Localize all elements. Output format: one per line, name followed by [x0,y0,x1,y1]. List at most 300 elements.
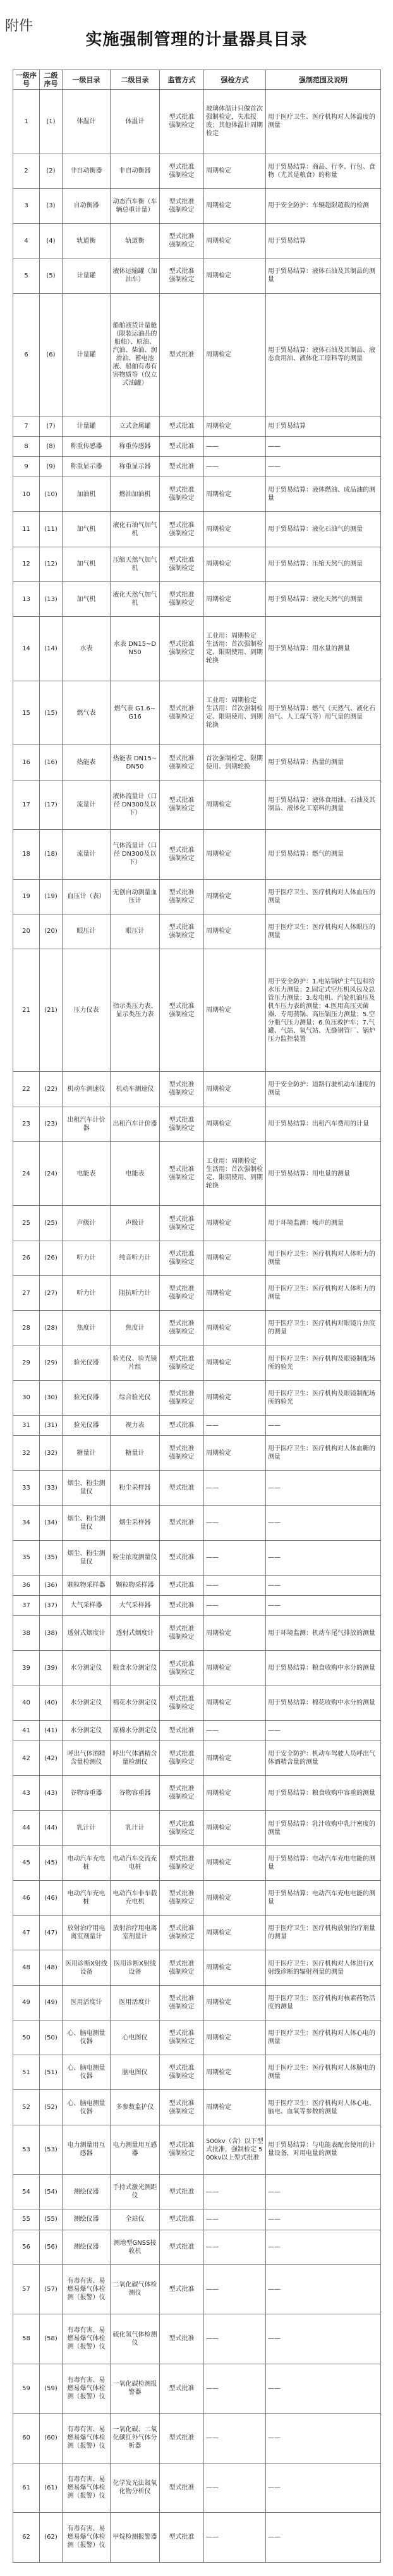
cell-verification: 周期检定 [204,1845,266,1880]
cell-level2-catalog: 烟尘采样器 [111,1505,160,1540]
cell-verification: 周期检定 [204,224,266,258]
cell-level1-catalog: 计量罐 [63,416,111,436]
cell-level2-catalog: 原棉水分测定仪 [111,1720,160,1741]
cell-supervision: 型式批准 强制检定 [160,617,204,681]
cell-level2-catalog: 甲烷检测报警器 [111,2512,160,2562]
cell-level2-catalog: 颗粒物采样器 [111,1576,160,1596]
cell-verification: —— [204,1576,266,1596]
cell-scope: 用于安全防护：1.电站锅炉主气包和给水压力测量；2.固定式空压机风包及总管压力测量；3.发电机、汽轮机油压及机车压力表的测量；4.医用高压灭菌器、专用蒸锅、高压锅压力测量；5.空分瓶气压力测量；6.负压救护车；7.气罐、气站、氧气站、无缝钢管厂、锅炉压力监控装置 [266,949,381,1072]
cell-level2-no: (31) [40,1415,63,1435]
cell-level1-no: 17 [13,780,40,829]
cell-level2-catalog: 验光仪、验光镜片组 [111,1346,160,1380]
cell-scope: 用于环境监测：机动车尾气排放的测量 [266,1616,381,1651]
cell-level2-no: (39) [40,1651,63,1686]
cell-level1-no: 26 [13,1241,40,1275]
cell-verification: 周期检定 [204,949,266,1072]
cell-level1-catalog: 测绘仪器 [63,2175,111,2209]
header-verification: 强检方式 [204,70,266,90]
cell-level2-no: (21) [40,949,63,1072]
cell-scope: 用于医疗卫生、医疗机构对人体血压的测量 [266,879,381,914]
cell-verification: —— [204,1720,266,1741]
cell-verification: —— [204,2463,266,2512]
header-supervision: 监管方式 [160,70,204,90]
table-row [13,1107,381,1141]
table-row [13,1540,381,1575]
cell-supervision: 型式批准 强制检定 [160,512,204,547]
cell-level1-no: 7 [13,416,40,436]
cell-level1-catalog: 流量计 [63,830,111,879]
cell-scope: —— [266,1596,381,1616]
cell-scope: 用于医疗卫生：医疗机构对核素药物活度的测量 [266,1985,381,2020]
cell-supervision: 型式批准 强制检定 [160,2090,204,2125]
cell-verification: —— [204,457,266,477]
cell-supervision: 型式批准 强制检定 [160,1651,204,1686]
cell-level1-no: 40 [13,1686,40,1720]
cell-scope: 用于贸易结算：液化天然气的测量 [266,581,381,616]
cell-level1-catalog: 水分测定仪 [63,1720,111,1741]
cell-level2-no: (55) [40,2209,63,2230]
table-row [13,2055,381,2090]
cell-scope: 用于贸易结算：粮食收购中容重的测量 [266,1776,381,1811]
cell-level1-catalog: 验光仪器 [63,1380,111,1415]
cell-scope: 用于安全防护：车辆超限超载的检测 [266,188,381,223]
cell-level2-catalog: 热能表 DN15~DN50 [111,745,160,780]
cell-verification: 周期检定 [204,1380,266,1415]
cell-level2-no: (26) [40,1241,63,1275]
cell-level2-catalog: 一氧化碳检测报警器 [111,2364,160,2413]
cell-verification: 周期检定 [204,879,266,914]
cell-verification: 周期检定 [204,512,266,547]
cell-level1-no: 22 [13,1072,40,1107]
cell-level1-no: 38 [13,1616,40,1651]
cell-level2-catalog: 棉花水分测定仪 [111,1686,160,1720]
header-scope: 强制范围及说明 [266,70,381,90]
cell-scope: 用于贸易结算：燃气（天然气、液化石油气、人工煤气等）用气量的测量 [266,681,381,745]
cell-level1-no: 24 [13,1141,40,1206]
cell-supervision: 型式批准 强制检定 [160,477,204,512]
cell-verification: 周期检定 [204,914,266,949]
cell-supervision: 型式批准 [160,1540,204,1575]
cell-level1-no: 41 [13,1720,40,1741]
cell-level2-no: (49) [40,1985,63,2020]
table-row [13,2209,381,2230]
table-row [13,581,381,616]
cell-level1-no: 27 [13,1275,40,1310]
table-row [13,2175,381,2209]
cell-level2-catalog: 呼出气体酒精含量检测仪 [111,1741,160,1775]
cell-level1-no: 35 [13,1540,40,1575]
cell-scope: 用于医疗卫生：医疗机构对人体心电的测量 [266,2020,381,2055]
cell-scope: 用于医疗卫生：医疗机构对人体血糖的测量 [266,1436,381,1471]
cell-level2-no: (50) [40,2020,63,2055]
table-row [13,512,381,547]
cell-scope: 用于贸易结算：电动汽车充电电能的测量 [266,1845,381,1880]
cell-scope: —— [266,457,381,477]
cell-supervision: 型式批准 [160,1471,204,1505]
cell-scope: 用于贸易结算：乳汁收购中乳汁密度的测量 [266,1811,381,1845]
cell-level2-no: (15) [40,681,63,745]
cell-level2-catalog: 电动汽车交流充电桩 [111,1845,160,1880]
cell-level1-catalog: 压力仪表 [63,949,111,1072]
cell-level2-catalog: 手持式激光测距仪 [111,2175,160,2209]
cell-supervision: 型式批准 强制检定 [160,1141,204,1206]
table-row [13,154,381,188]
table-row [13,1880,381,1915]
cell-verification: 工业用：周期检定 生活用：首次强制检定、限期使用、到期轮换 [204,681,266,745]
table-row [13,1811,381,1845]
cell-supervision: 型式批准 强制检定 [160,1845,204,1880]
page-title: 实施强制管理的计量器具目录 [85,30,308,49]
cell-scope: 用于贸易结算：液体石油及其制品的测量 [266,258,381,293]
table-row [13,914,381,949]
cell-supervision: 型式批准 [160,2264,204,2314]
cell-supervision: 型式批准 强制检定 [160,1880,204,1915]
cell-level1-no: 33 [13,1471,40,1505]
cell-supervision: 型式批准 强制检定 [160,1741,204,1775]
cell-level2-no: (27) [40,1275,63,1310]
cell-level2-catalog: 粮食水分测定仪 [111,1651,160,1686]
cell-level2-no: (38) [40,1616,63,1651]
cell-level1-catalog: 烟尘、粉尘测量仪 [63,1471,111,1505]
cell-supervision: 型式批准 [160,1720,204,1741]
cell-verification: 周期检定 [204,1072,266,1107]
cell-level1-no: 45 [13,1845,40,1880]
cell-level2-no: (57) [40,2264,63,2314]
cell-level2-no: (48) [40,1950,63,1985]
cell-level1-catalog: 电能表 [63,1141,111,1206]
cell-level1-no: 56 [13,2230,40,2264]
cell-level1-catalog: 水分测定仪 [63,1651,111,1686]
cell-level1-catalog: 轨道衡 [63,224,111,258]
cell-supervision: 型式批准 强制检定 [160,780,204,829]
cell-level2-no: (10) [40,477,63,512]
cell-scope: 用于贸易结算：液体燃油、成品油的测量 [266,477,381,512]
cell-level2-no: (3) [40,188,63,223]
cell-level2-no: (23) [40,1107,63,1141]
cell-level2-no: (41) [40,1720,63,1741]
cell-level1-catalog: 烟尘、粉尘测量仪 [63,1505,111,1540]
cell-level1-no: 47 [13,1916,40,1950]
cell-supervision: 型式批准 [160,2364,204,2413]
cell-level2-catalog: 液化石油气加气机 [111,512,160,547]
cell-level2-catalog: 放射治疗用电离室剂量计 [111,1916,160,1950]
cell-level2-catalog: 液化天然气加气机 [111,581,160,616]
cell-level1-no: 25 [13,1206,40,1241]
cell-level1-no: 30 [13,1380,40,1415]
table-row [13,949,381,1072]
cell-level1-no: 9 [13,457,40,477]
cell-level2-no: (6) [40,293,63,416]
cell-verification: 玻璃体温计只做首次强制检定，失准报废；其他体温计周期检定 [204,90,266,154]
table-row [13,2264,381,2314]
cell-level1-catalog: 声级计 [63,1206,111,1241]
cell-verification: 工业用：周期检定 生活用：首次强制检定、限期使用、到期轮换 [204,1141,266,1206]
cell-level2-catalog: 全站仪 [111,2209,160,2230]
cell-supervision: 型式批准 强制检定 [160,1275,204,1310]
cell-level2-catalog: 综合验光仪 [111,1380,160,1415]
cell-level1-catalog: 电动汽车充电桩 [63,1845,111,1880]
cell-scope: 用于贸易结算 [266,416,381,436]
cell-level1-no: 32 [13,1436,40,1471]
cell-level1-no: 51 [13,2055,40,2090]
table-row [13,1141,381,1206]
cell-scope: 用于贸易结算：液体石油及其制品、液态食用油、液体化工原料等的测量 [266,293,381,416]
cell-scope: 用于贸易结算：液化石油气的测量 [266,512,381,547]
cell-level1-no: 12 [13,547,40,581]
table-row [13,1741,381,1775]
cell-supervision: 型式批准 强制检定 [160,1776,204,1811]
cell-scope: 用于贸易结算：用电量的测量 [266,1141,381,1206]
table-row [13,2090,381,2125]
cell-level1-no: 46 [13,1880,40,1915]
cell-verification: 周期检定 [204,293,266,416]
table-row [13,1985,381,2020]
cell-level1-no: 44 [13,1811,40,1845]
table-row [13,457,381,477]
cell-supervision: 型式批准 强制检定 [160,1380,204,1415]
cell-supervision: 型式批准 [160,437,204,457]
table-row [13,681,381,745]
table-row [13,1241,381,1275]
cell-verification: —— [204,2209,266,2230]
cell-verification: 周期检定 [204,2020,266,2055]
cell-level2-no: (24) [40,1141,63,1206]
table-row [13,416,381,436]
table-row [13,90,381,154]
cell-level2-no: (46) [40,1880,63,1915]
cell-scope: 用于医疗卫生：医疗机构对人体进行X射线诊断的辐射剂量的测量 [266,1950,381,1985]
cell-level1-catalog: 称重传感器 [63,437,111,457]
table-row [13,437,381,457]
cell-scope: 用于贸易结算 [266,224,381,258]
cell-level2-catalog: 糖量计 [111,1436,160,1471]
cell-scope: 用于贸易结算：棉花收购中水分的测量 [266,1686,381,1720]
cell-verification: —— [204,1415,266,1435]
table-row [13,1275,381,1310]
cell-scope: —— [266,2414,381,2463]
cell-level2-no: (61) [40,2463,63,2512]
cell-level2-catalog: 水表 DN15~DN50 [111,617,160,681]
cell-verification: 周期检定 [204,1241,266,1275]
cell-level2-catalog: 脑电图仪 [111,2055,160,2090]
cell-level1-no: 1 [13,90,40,154]
table-body [13,90,381,2563]
cell-level1-catalog: 测绘仪器 [63,2209,111,2230]
cell-level2-no: (33) [40,1471,63,1505]
cell-verification: 周期检定 [204,258,266,293]
cell-supervision: 型式批准 强制检定 [160,581,204,616]
cell-verification: 周期检定 [204,2090,266,2125]
cell-level2-no: (5) [40,258,63,293]
table-row [13,293,381,416]
cell-level2-no: (34) [40,1505,63,1540]
cell-scope: —— [266,1720,381,1741]
cell-level2-catalog: 多参数监护仪 [111,2090,160,2125]
cell-level2-no: (30) [40,1380,63,1415]
table-row [13,1346,381,1380]
cell-level2-catalog: 粉尘浓度测量仪 [111,1540,160,1575]
cell-verification: 周期检定 [204,416,266,436]
cell-verification: —— [204,2364,266,2413]
cell-level1-no: 6 [13,293,40,416]
cell-level2-no: (8) [40,437,63,457]
cell-verification: —— [204,2264,266,2314]
cell-supervision: 型式批准 强制检定 [160,745,204,780]
cell-level2-no: (35) [40,1540,63,1575]
cell-level1-no: 14 [13,617,40,681]
cell-level1-catalog: 电力测量用互感器 [63,2125,111,2174]
cell-level2-catalog: 称重显示器 [111,457,160,477]
cell-supervision: 型式批准 强制检定 [160,258,204,293]
cell-verification: —— [204,1596,266,1616]
cell-level1-catalog: 非自动衡器 [63,154,111,188]
cell-level1-no: 62 [13,2512,40,2562]
cell-supervision: 型式批准 强制检定 [160,188,204,223]
cell-level1-catalog: 流量计 [63,780,111,829]
cell-level1-catalog: 焦度计 [63,1311,111,1346]
table-row [13,1505,381,1540]
cell-level2-catalog: 一氧化碳、二氧化碳红外气体分析器 [111,2414,160,2463]
cell-level2-catalog: 谷物容重器 [111,1776,160,1811]
cell-scope: 用于安全防护：机动车驾驶人员呼出气体酒精含量的测量 [266,1741,381,1775]
cell-supervision: 型式批准 强制检定 [160,1241,204,1275]
cell-supervision: 型式批准 强制检定 [160,1346,204,1380]
cell-supervision: 型式批准 强制检定 [160,1206,204,1241]
table-row [13,617,381,681]
cell-level1-no: 3 [13,188,40,223]
table-row [13,1596,381,1616]
cell-level1-no: 28 [13,1311,40,1346]
cell-level1-no: 15 [13,681,40,745]
cell-level1-catalog: 心、脑电测量仪器 [63,2020,111,2055]
cell-level1-catalog: 心、脑电测量仪器 [63,2090,111,2125]
cell-level1-no: 54 [13,2175,40,2209]
cell-level2-catalog: 非自动衡器 [111,154,160,188]
cell-level2-catalog: 阻抗听力计 [111,1275,160,1310]
cell-level2-catalog: 电力测量用互感器 [111,2125,160,2174]
cell-level2-catalog: 视力表 [111,1415,160,1435]
cell-level2-catalog: 医用活度计 [111,1985,160,2020]
cell-supervision: 型式批准 [160,2314,204,2364]
cell-scope: —— [266,2364,381,2413]
cell-level2-no: (4) [40,224,63,258]
cell-level1-no: 11 [13,512,40,547]
cell-scope: —— [266,1471,381,1505]
cell-scope: 用于环境监测：噪声的测量 [266,1206,381,1241]
cell-scope: 用于医疗卫生：医疗机构对人体心电、脑电、血氧等参数的测量 [266,2090,381,2125]
cell-level1-no: 55 [13,2209,40,2230]
cell-scope: 用于贸易结算：压缩天然气的测量 [266,547,381,581]
cell-scope: 用于贸易结算：液体食用油、石油及其制品、液体化工原料的测量 [266,780,381,829]
cell-level1-no: 5 [13,258,40,293]
cell-level2-catalog: 乳汁计 [111,1811,160,1845]
cell-supervision: 型式批准 [160,2209,204,2230]
cell-supervision: 型式批准 强制检定 [160,1686,204,1720]
cell-level2-catalog: 无创自动测量血压计 [111,879,160,914]
cell-level1-no: 37 [13,1596,40,1616]
cell-level2-no: (7) [40,416,63,436]
cell-verification: —— [204,2314,266,2364]
table-row [13,1845,381,1880]
cell-scope: —— [266,1576,381,1596]
cell-level1-no: 49 [13,1985,40,2020]
cell-scope: —— [266,1540,381,1575]
cell-level2-catalog: 液体流量计（口径 DN300及以下） [111,780,160,829]
cell-verification: 周期检定 [204,1686,266,1720]
cell-verification: 周期检定 [204,780,266,829]
cell-level1-no: 61 [13,2463,40,2512]
cell-level2-catalog: 声级计 [111,1206,160,1241]
table-row [13,224,381,258]
cell-level2-no: (14) [40,617,63,681]
table-row [13,2020,381,2055]
cell-supervision: 型式批准 强制检定 [160,2055,204,2090]
cell-level2-no: (54) [40,2175,63,2209]
cell-verification: —— [204,1505,266,1540]
cell-level2-no: (19) [40,879,63,914]
cell-level2-no: (53) [40,2125,63,2174]
cell-supervision: 型式批准 [160,2414,204,2463]
cell-level2-catalog: 焦度计 [111,1311,160,1346]
cell-level2-catalog: 指示类压力表、显示类压力表 [111,949,160,1072]
cell-level2-no: (32) [40,1436,63,1471]
table-header-row [13,70,381,90]
cell-level2-no: (42) [40,1741,63,1775]
cell-level1-no: 21 [13,949,40,1072]
cell-level2-catalog: 燃气表 G1.6~G16 [111,681,160,745]
cell-supervision: 型式批准 强制检定 [160,2020,204,2055]
cell-scope: 用于贸易结算：用水量的测量 [266,617,381,681]
cell-level2-catalog: 眼压计 [111,914,160,949]
cell-level2-catalog: 心电图仪 [111,2020,160,2055]
cell-level1-catalog: 大气采样器 [63,1596,111,1616]
cell-level1-no: 10 [13,477,40,512]
cell-level2-catalog: 机动车测速仪 [111,1072,160,1107]
cell-level1-catalog: 放射治疗用电离室剂量计 [63,1916,111,1950]
cell-verification: —— [204,2512,266,2562]
cell-scope: 用于医疗卫生：医疗机构对人体眼压的测量 [266,914,381,949]
cell-level1-catalog: 透射式烟度计 [63,1616,111,1651]
cell-level1-no: 31 [13,1415,40,1435]
cell-level1-no: 20 [13,914,40,949]
cell-supervision: 型式批准 强制检定 [160,1811,204,1845]
cell-level1-catalog: 有毒有害、易燃易爆气体检测（报警）仪 [63,2364,111,2413]
cell-supervision: 型式批准 强制检定 [160,1436,204,1471]
table-row [13,1950,381,1985]
cell-level1-catalog: 有毒有害、易燃易爆气体检测（报警）仪 [63,2414,111,2463]
cell-verification: 周期检定 [204,1311,266,1346]
cell-level1-catalog: 眼压计 [63,914,111,949]
table-row [13,2364,381,2413]
table-row [13,1720,381,1741]
cell-level1-catalog: 颗粒物采样器 [63,1576,111,1596]
table-row [13,1576,381,1596]
cell-supervision: 型式批准 强制检定 [160,90,204,154]
cell-level1-no: 8 [13,437,40,457]
cell-level2-no: (28) [40,1311,63,1346]
cell-level2-catalog: 测地型GNSS接收机 [111,2230,160,2264]
cell-verification: —— [204,437,266,457]
table-row [13,1616,381,1651]
cell-level2-catalog: 医用诊断X射线设备 [111,1950,160,1985]
table-row [13,1916,381,1950]
cell-supervision: 型式批准 [160,2230,204,2264]
cell-level2-catalog: 透射式烟度计 [111,1616,160,1651]
cell-level2-catalog: 液体运输罐（加油车） [111,258,160,293]
cell-level2-catalog: 立式金属罐 [111,416,160,436]
table-row [13,1436,381,1471]
cell-verification: —— [204,1540,266,1575]
